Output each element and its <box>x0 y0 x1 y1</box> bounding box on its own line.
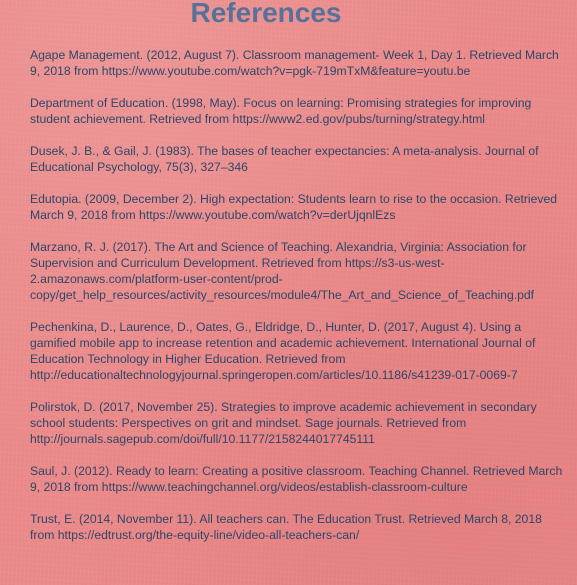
page-title: References <box>190 0 342 28</box>
reference-item: Polirstok, D. (2017, November 25). Strategies to improve academic achievement in secondary school students: Perspectives on grit and mindset. Sage journals. Retrieved from http://journals.sagepub.com/doi/full/10.1177/2158244017745111 <box>30 400 537 446</box>
reference-item: Dusek, J. B., & Gail, J. (1983). The bases of teacher expectancies: A meta-analysis. Journal of Educational Psychology, 75(3), 327–346 <box>30 144 539 174</box>
reference-item: Marzano, R. J. (2017). The Art and Science of Teaching. Alexandria, Virginia: Association for Supervision and Curriculum Development. Retrieved from https://s3-us-west-2.amazonaws.com/platform-user-content/prod-copy/get_help_resources/activity_resources/module4/The_Art_and_Science_of_Teaching.pdf <box>30 240 535 302</box>
reference-item: Agape Management. (2012, August 7). Classroom management- Week 1, Day 1. Retrieved March 9, 2018 from https://www.youtube.com/watch?v=pgk-719mTxM&feature=youtu.be <box>30 48 559 78</box>
reference-item: Pechenkina, D., Laurence, D., Oates, G., Eldridge, D., Hunter, D. (2017, August 4). Using a gamified mobile app to increase retention and academic achievement. International Journal of Education Technology in Higher Education. Retrieved from http://educationaltechnologyjournal.springeropen.com/articles/10.1186/s41239-017-0069-7 <box>30 320 536 382</box>
reference-item: Saul, J. (2012). Ready to learn: Creating a positive classroom. Teaching Channel. Retrieved March 9, 2018 from https://www.teachingchannel.org/videos/establish-classroom-culture <box>30 464 563 494</box>
reference-item: Trust, E. (2014, November 11). All teachers can. The Education Trust. Retrieved March 8, 2018 from https://edtrust.org/the-equity-line/video-all-teachers-can/ <box>30 512 542 542</box>
reference-item: Edutopia. (2009, December 2). High expectation: Students learn to rise to the occasion. Retrieved March 9, 2018 from https://www.youtube.com/watch?v=derUjqnlEzs <box>30 192 558 222</box>
reference-list <box>30 47 566 559</box>
reference-item: Department of Education. (1998, May). Focus on learning: Promising strategies for improving student achievement. Retrieved from https://www2.ed.gov/pubs/turning/strategy.html <box>30 96 532 126</box>
